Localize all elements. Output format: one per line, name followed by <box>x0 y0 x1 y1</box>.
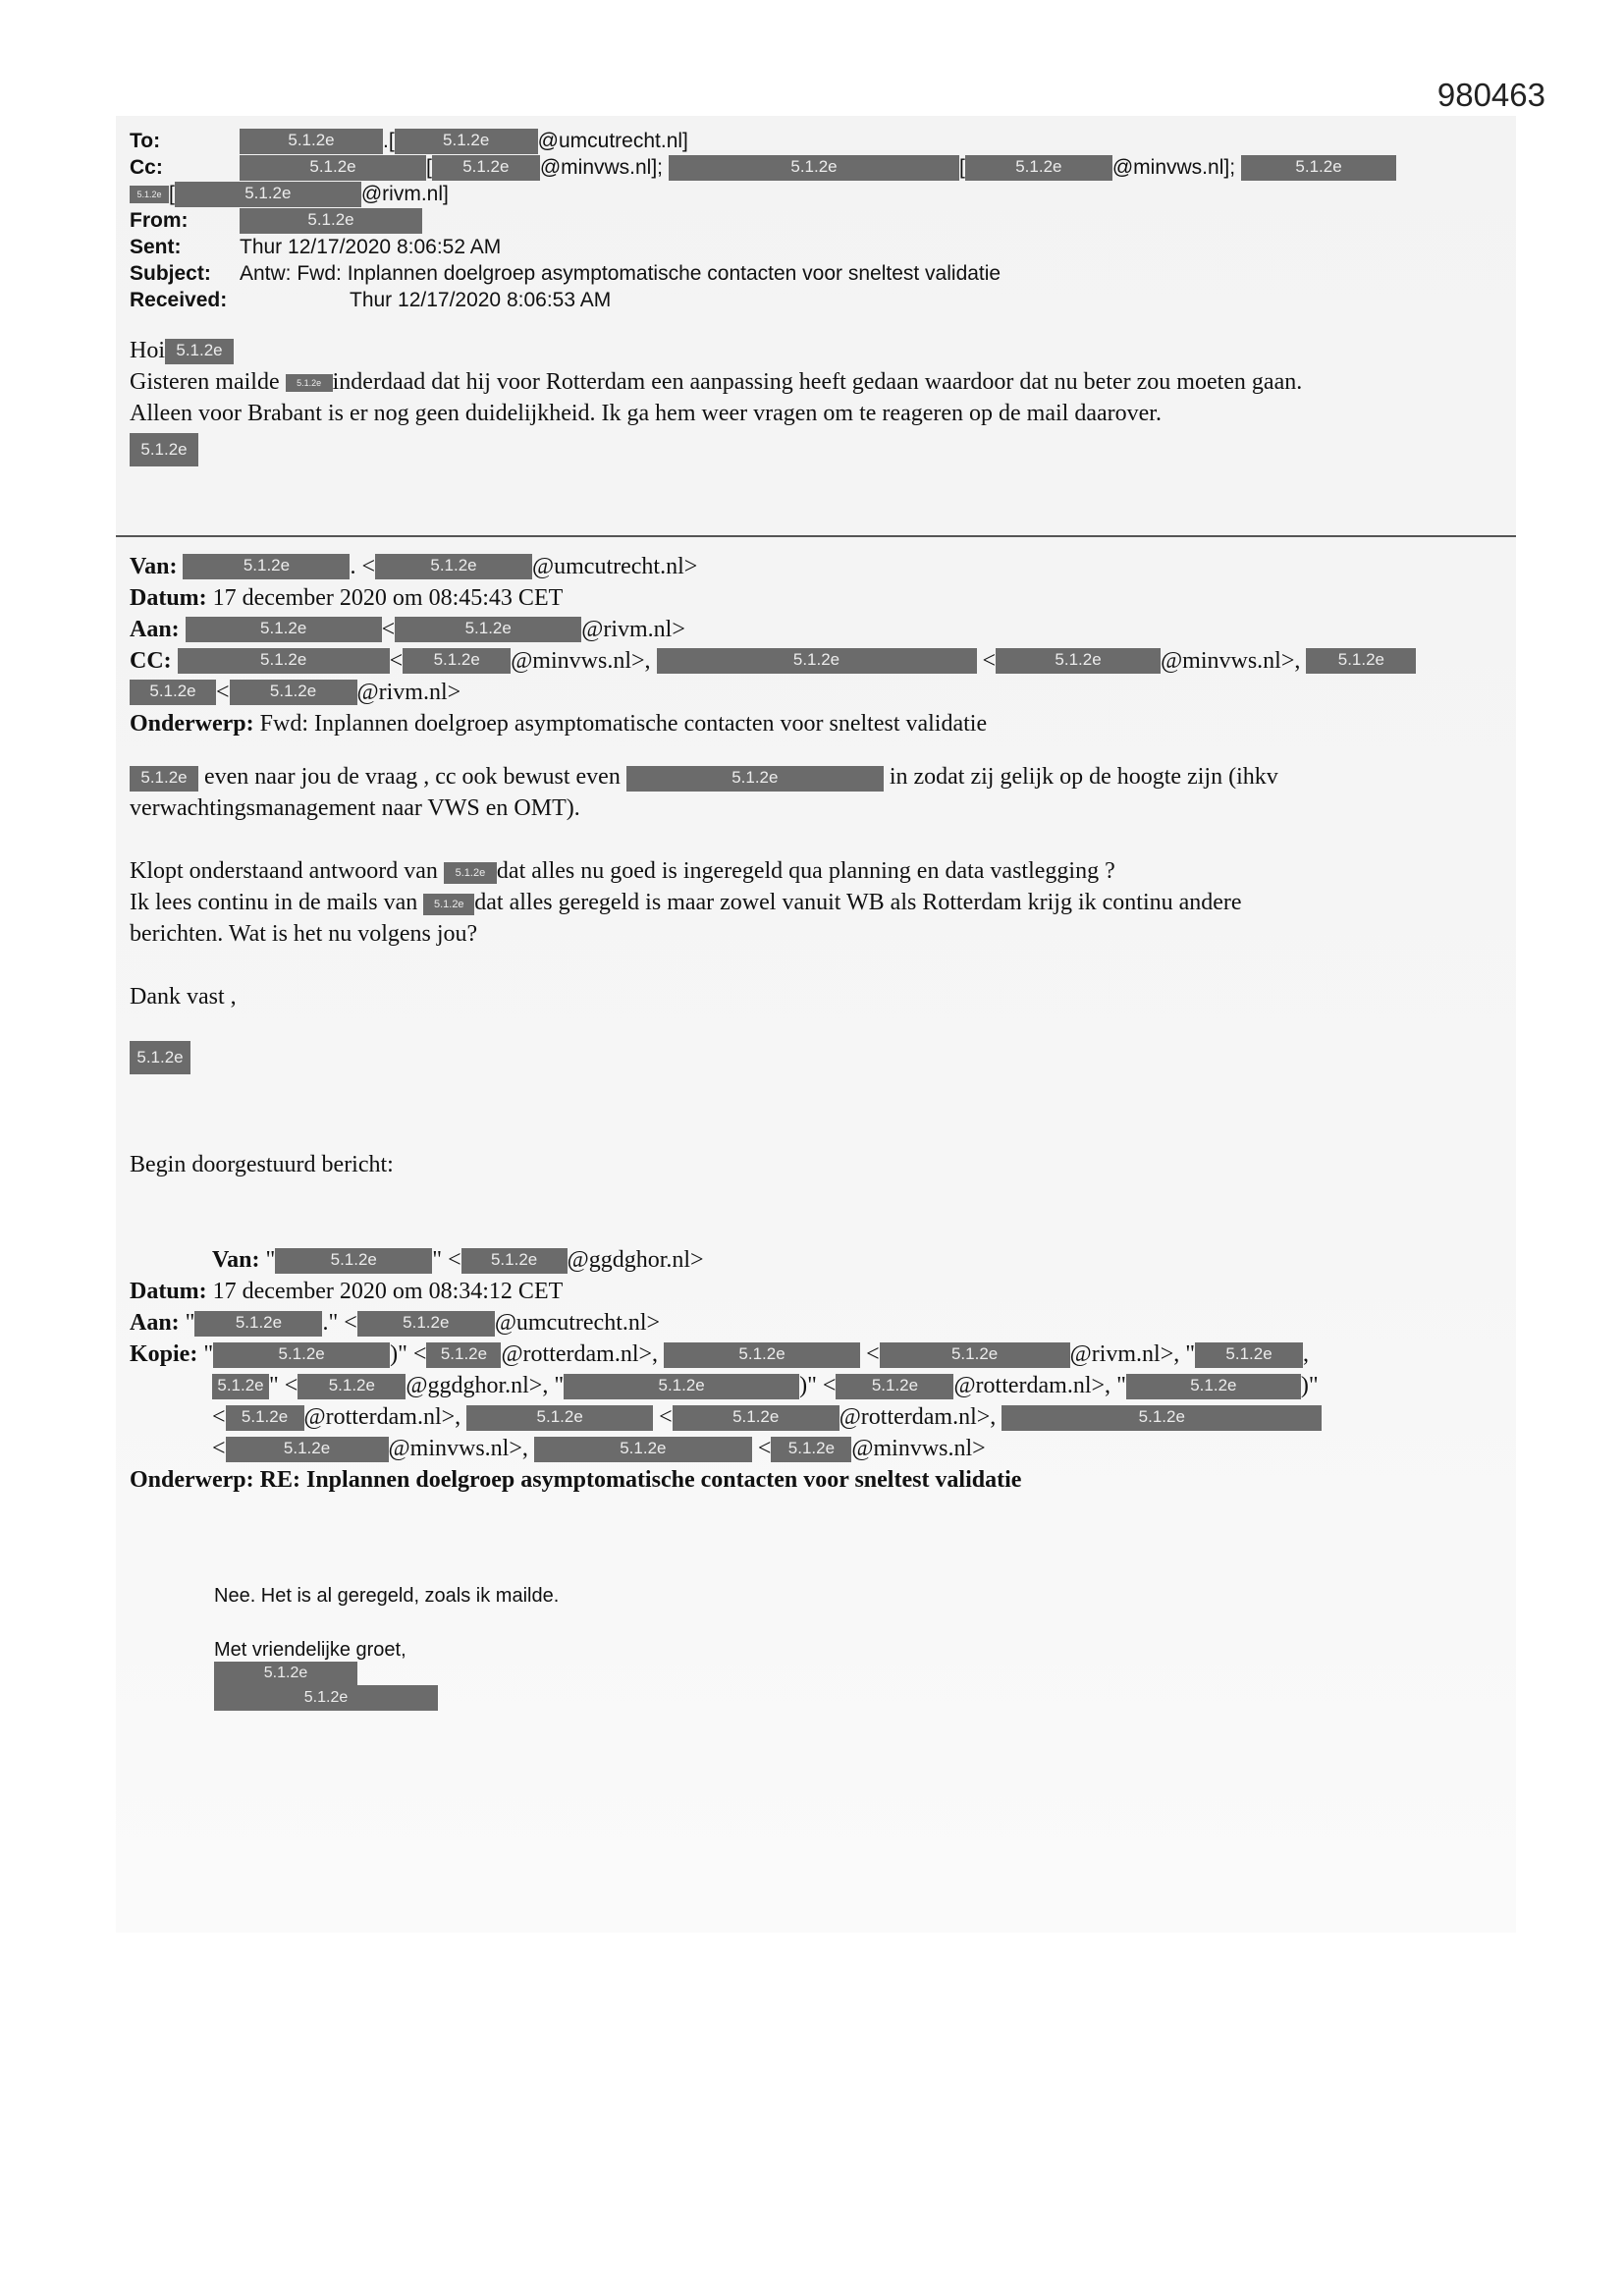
redaction: 5.1.2e <box>444 862 497 884</box>
redaction: 5.1.2e <box>626 766 884 792</box>
datum-label: Datum: <box>130 1279 207 1305</box>
to-domain: @umcutrecht.nl] <box>537 129 688 152</box>
redaction: 5.1.2e <box>880 1342 1070 1368</box>
email3-header: Van: " 5.1.2e " < 5.1.2e @ggdghor.nl> Datum: 17 december 2020 om 08:34:12 CET Aan: " 5.1.2e ." < 5.1.2e @umcutrecht.nl> Kopie: " 5.1.2e )" < 5.1.2e @rotterdam.nl>, 5.1.2e < 5.1.2e @rivm.nl>, " 5.1.2e , 5.1.2e " < 5.1.2e @ggdghor.nl>, " 5.1.2e )" < 5.1.2e @rotterdam.nl>, " 5.1.2e )" < 5.1.2e @rotterdam.nl>, 5.1.2e < 5.1.2e @rotterdam.nl>, 5.1.2e < 5.1.2e @minvws.nl>, 5.1.2e < 5.1.2e @minvws.nl> Onderwerp: RE: Inplannen doelgroep asymptomatische contacten voor sneltest validatie <box>116 1231 1516 1497</box>
subject-label: Subject: <box>130 261 211 285</box>
onderwerp-label: Onderwerp: <box>130 710 254 737</box>
redaction: 5.1.2e <box>213 1342 390 1368</box>
redaction: 5.1.2e <box>996 648 1161 674</box>
cc-row: Cc: 5.1.2e [ 5.1.2e @minvws.nl]; 5.1.2e [ 5.1.2e @minvws.nl]; 5.1.2e <box>130 154 1516 181</box>
redaction: 5.1.2e <box>130 680 216 705</box>
email-thread <box>116 116 1516 1711</box>
body-line: Alleen voor Brabant is er nog geen duidelijkheid. Ik ga hem weer vragen om te reageren op de mail daarover. <box>130 401 1162 426</box>
redaction: 5.1.2e <box>286 374 333 392</box>
redaction: 5.1.2e <box>214 1662 357 1685</box>
aan-label: Aan: <box>130 1310 180 1337</box>
subject-value: Antw: Fwd: Inplannen doelgroep asymptomatische contacten voor sneltest validatie <box>240 261 1001 285</box>
cc-row-cont: 5.1.2e [ 5.1.2e @rivm.nl] <box>130 181 1516 207</box>
redaction: 5.1.2e <box>212 1374 269 1399</box>
sent-value: Thur 12/17/2020 8:06:52 AM <box>240 235 502 258</box>
redaction: 5.1.2e <box>194 1311 322 1337</box>
redaction: 5.1.2e <box>298 1374 406 1399</box>
redaction: 5.1.2e <box>186 617 382 642</box>
cc-domain: @rivm.nl] <box>360 182 449 205</box>
closing-text: Met vriendelijke groet, <box>214 1638 406 1661</box>
redaction: 5.1.2e <box>130 186 169 203</box>
redaction: 5.1.2e <box>178 648 390 674</box>
sent-row <box>130 234 1516 260</box>
redaction: 5.1.2e <box>226 1405 304 1431</box>
redaction: 5.1.2e <box>175 182 361 207</box>
van-domain: @umcutrecht.nl> <box>532 553 698 579</box>
cc-label: CC: <box>130 647 172 674</box>
email2-header: Van: 5.1.2e . < 5.1.2e @umcutrecht.nl> Datum: 17 december 2020 om 08:45:43 CET Aan: 5.1.2e < 5.1.2e @rivm.nl> CC: 5.1.2e < 5.1.2e @minvws.nl>, 5.1.2e < 5.1.2e @minvws.nl>, 5.1.2e 5.1.2e < 5.1.2e @rivm.nl> Onderwerp: Fwd: Inplannen doelgroep asymptomatische contacten voor sneltest validatie <box>116 537 1516 739</box>
redaction: 5.1.2e <box>426 1342 501 1368</box>
redaction: 5.1.2e <box>275 1248 432 1274</box>
cc-label: Cc: <box>130 155 163 179</box>
redaction: 5.1.2e <box>375 554 532 579</box>
email1-header <box>116 116 1516 313</box>
redaction: 5.1.2e <box>130 766 198 792</box>
redaction: 5.1.2e <box>403 648 511 674</box>
redaction: 5.1.2e <box>669 155 959 181</box>
aan-domain: @rivm.nl> <box>581 616 685 642</box>
onderwerp-value: Fwd: Inplannen doelgroep asymptomatische contacten voor sneltest validatie <box>259 710 988 737</box>
onderwerp-label: Onderwerp: <box>130 1467 254 1494</box>
email2-body: 5.1.2e even naar jou de vraag , cc ook bewust even 5.1.2e in zodat zij gelijk op de hoogte zijn (ihkv verwachtingsmanagement naar VWS en OMT). Klopt onderstaand antwoord van 5.1.2e dat alles nu goed is ingeregeld qua planning en data vastlegging ? Ik lees continu in de mails van 5.1.2e dat alles geregeld is maar zowel vanuit WB als Rotterdam krijg ik continu andere berichten. Wat is het nu volgens jou? Dank vast , 5.1.2e Begin doorgestuurd bericht: <box>116 761 1516 1179</box>
cc-domain: @minvws.nl]; <box>539 155 664 179</box>
redaction: 5.1.2e <box>466 1405 653 1431</box>
redaction: 5.1.2e <box>165 339 234 364</box>
aan-label: Aan: <box>130 616 180 642</box>
greeting-line: Hoi 5.1.2e <box>130 335 1502 366</box>
redaction: 5.1.2e <box>183 554 350 579</box>
redaction: 5.1.2e <box>836 1374 953 1399</box>
van-label: Van: <box>212 1247 260 1274</box>
redaction: 5.1.2e <box>534 1437 752 1462</box>
onderwerp-value: RE: Inplannen doelgroep asymptomatische contacten voor sneltest validatie <box>259 1467 1022 1494</box>
redaction: 5.1.2e <box>357 1311 495 1337</box>
redaction: 5.1.2e <box>1001 1405 1322 1431</box>
datum-label: Datum: <box>130 584 207 611</box>
redaction: 5.1.2e <box>240 129 383 154</box>
redaction: 5.1.2e <box>395 617 581 642</box>
redaction: 5.1.2e <box>771 1437 851 1462</box>
document-number: 980463 <box>1436 77 1545 113</box>
redaction: 5.1.2e <box>1241 155 1396 181</box>
received-label: Received: <box>130 288 228 311</box>
to-label: To: <box>130 129 161 152</box>
redaction: 5.1.2e <box>230 680 357 705</box>
redaction: 5.1.2e <box>664 1342 860 1368</box>
redaction: 5.1.2e <box>226 1437 389 1462</box>
redaction: 5.1.2e <box>1195 1342 1303 1368</box>
email3-body <box>116 1585 1516 1711</box>
redaction: 5.1.2e <box>240 155 426 181</box>
received-value: Thur 12/17/2020 8:06:53 AM <box>350 288 612 311</box>
from-label: From: <box>130 208 189 232</box>
redaction: 5.1.2e <box>965 155 1112 181</box>
received-row <box>130 287 1516 313</box>
reply-text: Nee. Het is al geregeld, zoals ik mailde. <box>214 1584 560 1607</box>
sent-label: Sent: <box>130 235 182 258</box>
redaction: 5.1.2e <box>214 1685 438 1711</box>
email1-body <box>116 335 1516 466</box>
van-label: Van: <box>130 553 178 579</box>
redaction: 5.1.2e <box>240 208 422 234</box>
datum-value: 17 december 2020 om 08:45:43 CET <box>212 584 564 611</box>
redaction: 5.1.2e <box>432 155 540 181</box>
redaction: 5.1.2e <box>1126 1374 1301 1399</box>
forward-intro: Begin doorgestuurd bericht: <box>130 1151 394 1177</box>
from-row <box>130 207 1516 234</box>
cc-domain: @minvws.nl]; <box>1111 155 1236 179</box>
signature-redaction: 5.1.2e <box>130 433 198 466</box>
redaction: 5.1.2e <box>657 648 977 674</box>
redaction: 5.1.2e <box>423 894 474 915</box>
redaction: 5.1.2e <box>395 129 538 154</box>
redaction: 5.1.2e <box>564 1374 799 1399</box>
to-row: To: 5.1.2e .[ 5.1.2e @umcutrecht.nl] <box>130 129 688 152</box>
kopie-label: Kopie: <box>130 1341 198 1368</box>
redaction: 5.1.2e <box>461 1248 568 1274</box>
subject-row <box>130 260 1516 287</box>
redaction: 5.1.2e <box>673 1405 839 1431</box>
redaction: 5.1.2e <box>1306 648 1416 674</box>
signature-redaction: 5.1.2e <box>130 1041 190 1074</box>
body-line: Gisteren mailde 5.1.2e inderdaad dat hij voor Rotterdam een aanpassing heeft gedaan waardoor dat nu beter zou moeten gaan. <box>130 369 1303 395</box>
